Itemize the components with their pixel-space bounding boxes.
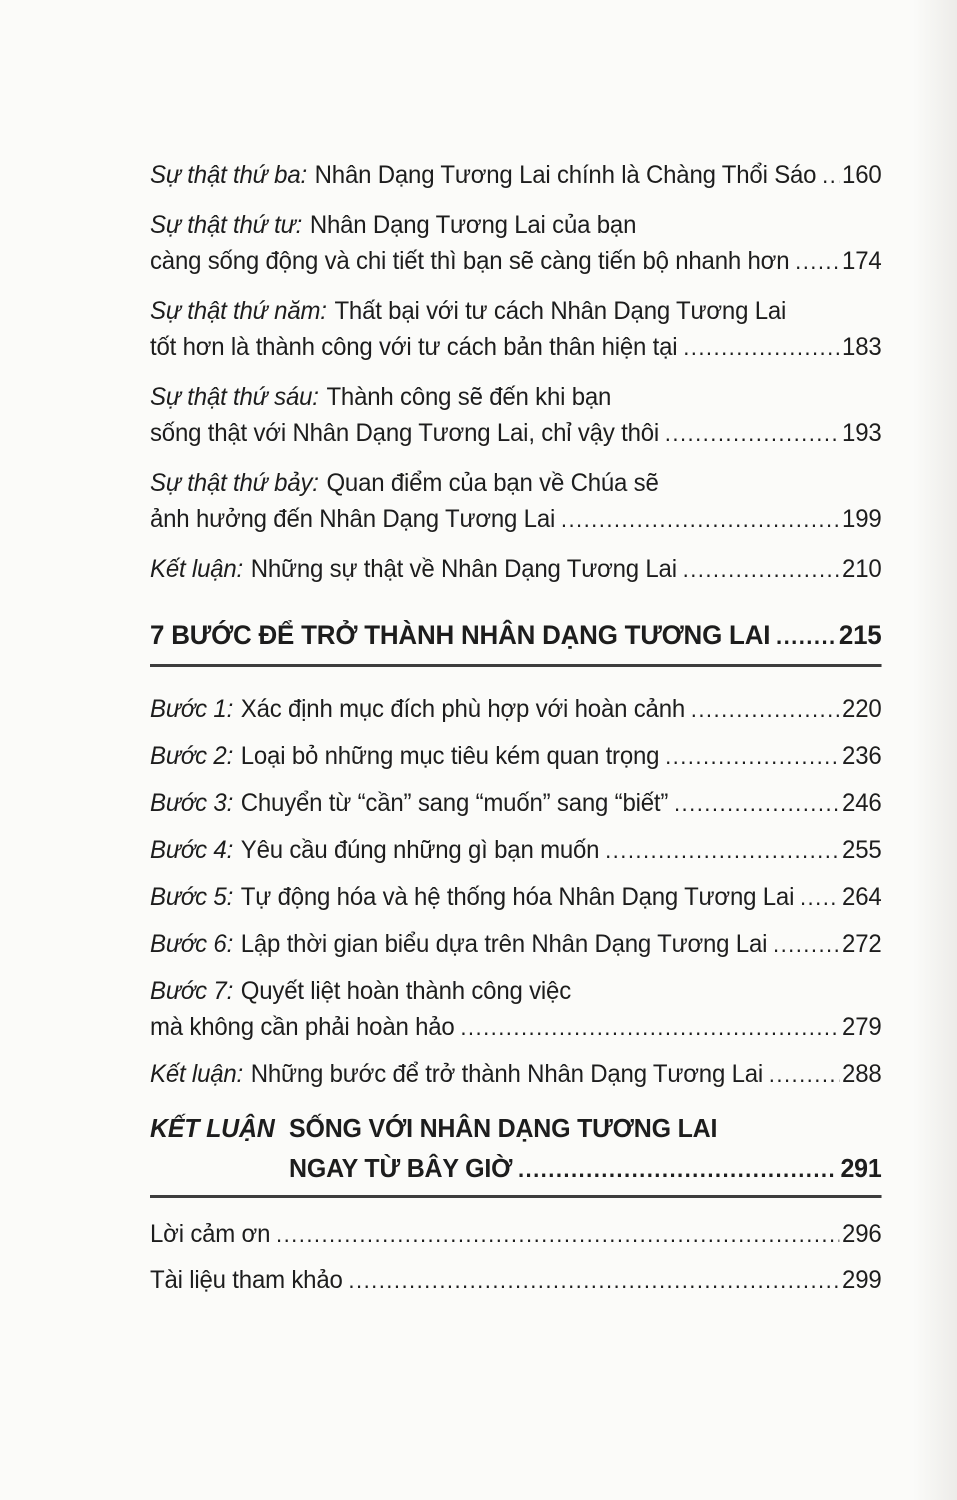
section-divider — [150, 1195, 882, 1198]
conclusion-label: KẾT LUẬN — [150, 1113, 275, 1143]
toc-entry — [150, 832, 882, 868]
entry-label: Sự thật thứ tư: — [150, 211, 303, 239]
dot-leader — [561, 501, 839, 537]
entry-label: Kết luận: — [150, 1060, 244, 1088]
toc-line — [150, 785, 882, 821]
dot-leader — [674, 785, 839, 821]
toc-page — [150, 157, 882, 1298]
page-number: 296 — [842, 1220, 882, 1248]
steps-section — [150, 691, 882, 1092]
page-number: 220 — [842, 695, 882, 723]
toc-entry — [150, 379, 882, 451]
toc-line — [150, 879, 882, 915]
toc-entry — [150, 465, 882, 537]
toc-line — [150, 243, 882, 279]
toc-line — [150, 738, 882, 774]
entry-text: Lời cảm ơn — [150, 1220, 271, 1248]
entry-label: Kết luận: — [150, 555, 244, 583]
conclusion-title-line1: SỐNG VỚI NHÂN DẠNG TƯƠNG LAI — [289, 1113, 718, 1143]
conclusion-title — [289, 1108, 881, 1189]
toc-entry — [150, 926, 882, 962]
page-number: 291 — [840, 1153, 882, 1183]
entry-text: Thất bại với tư cách Nhân Dạng Tương Lai — [334, 297, 787, 325]
page-number: 215 — [838, 620, 882, 650]
entry-text: Những bước để trở thành Nhân Dạng Tương Lai — [250, 1060, 764, 1088]
dot-leader — [691, 691, 839, 727]
toc-entry — [150, 785, 882, 821]
toc-line — [150, 1216, 882, 1252]
entry-text: Loại bỏ những mục tiêu kém quan trọng — [240, 742, 660, 770]
toc-line — [150, 926, 882, 962]
page-number: 288 — [842, 1060, 882, 1088]
entry-text: Lập thời gian biểu dựa trên Nhân Dạng Tương Lai — [240, 930, 768, 958]
toc-entry — [150, 738, 882, 774]
page-number: 210 — [842, 555, 882, 583]
entry-label: Sự thật thứ sáu: — [150, 383, 319, 411]
entry-label: Bước 2: — [150, 742, 234, 770]
dot-leader — [665, 738, 839, 774]
toc-line — [150, 973, 882, 1009]
conclusion-heading — [150, 1108, 882, 1189]
dot-leader — [769, 1056, 839, 1092]
dot-leader — [800, 879, 839, 915]
dot-leader — [460, 1009, 839, 1045]
entry-label: Bước 6: — [150, 930, 234, 958]
page-number: 255 — [842, 836, 882, 864]
dot-leader — [822, 157, 839, 193]
entry-text: ảnh hưởng đến Nhân Dạng Tương Lai — [150, 505, 556, 533]
toc-line — [150, 379, 882, 415]
entry-label: Sự thật thứ năm: — [150, 297, 327, 325]
page-number: 264 — [842, 883, 882, 911]
toc-line — [150, 501, 882, 537]
backmatter-section — [150, 1216, 882, 1298]
entry-text: Những sự thật về Nhân Dạng Tương Lai — [250, 555, 677, 583]
toc-line — [150, 207, 882, 243]
toc-line — [150, 415, 882, 451]
toc-entry — [150, 551, 882, 587]
dot-leader — [683, 551, 840, 587]
entry-text: Nhân Dạng Tương Lai chính là Chàng Thổi Sáo — [314, 161, 817, 189]
toc-line — [150, 691, 882, 727]
page-number: 174 — [842, 247, 882, 275]
dot-leader — [348, 1262, 839, 1298]
backmatter-entry — [150, 1216, 882, 1252]
entry-text: tốt hơn là thành công với tư cách bản thân hiện tại — [150, 333, 678, 361]
backmatter-entry — [150, 1262, 882, 1298]
entry-label: Sự thật thứ ba: — [150, 161, 307, 189]
dot-leader — [665, 415, 839, 451]
toc-line — [150, 615, 882, 656]
toc-entry — [150, 157, 882, 193]
dot-leader — [773, 926, 839, 962]
section-heading — [150, 615, 882, 667]
entry-text: Tự động hóa và hệ thống hóa Nhân Dạng Tương Lai — [240, 883, 795, 911]
toc-entry — [150, 207, 882, 279]
entry-label: Bước 3: — [150, 789, 234, 817]
toc-entry — [150, 293, 882, 365]
entry-text: Nhân Dạng Tương Lai của bạn — [309, 211, 637, 239]
page-number: 246 — [842, 789, 882, 817]
page-number: 236 — [842, 742, 882, 770]
entry-text: Xác định mục đích phù hợp với hoàn cảnh — [240, 695, 686, 723]
entry-text: Yêu cầu đúng những gì bạn muốn — [240, 836, 600, 864]
conclusion-title-line2: NGAY TỪ BÂY GIỜ — [289, 1153, 513, 1183]
toc-line — [150, 551, 882, 587]
entry-text: càng sống động và chi tiết thì bạn sẽ càng tiến bộ nhanh hơn — [150, 247, 790, 275]
toc-line — [150, 465, 882, 501]
toc-line — [289, 1148, 881, 1189]
entry-label: Bước 5: — [150, 883, 234, 911]
toc-entry — [150, 879, 882, 915]
entry-label: Sự thật thứ bảy: — [150, 469, 319, 497]
toc-line — [150, 293, 882, 329]
toc-line — [150, 832, 882, 868]
toc-entry — [150, 973, 882, 1045]
entry-label: Bước 7: — [150, 977, 234, 1005]
page-number: 272 — [842, 930, 882, 958]
toc-entry — [150, 691, 882, 727]
toc-line — [150, 1009, 882, 1045]
toc-line — [150, 329, 882, 365]
toc-line — [150, 157, 882, 193]
entry-text: Quyết liệt hoàn thành công việc — [240, 977, 572, 1005]
page-number: 199 — [842, 505, 882, 533]
toc-line — [289, 1108, 881, 1148]
entry-text: sống thật với Nhân Dạng Tương Lai, chỉ vậy thôi — [150, 419, 660, 447]
toc-line — [150, 1262, 882, 1298]
page-number: 183 — [842, 333, 882, 361]
dot-leader — [518, 1148, 838, 1189]
toc-entry — [150, 1056, 882, 1092]
entry-text: mà không cần phải hoàn hảo — [150, 1013, 455, 1041]
entry-text: Thành công sẽ đến khi bạn — [326, 383, 612, 411]
dot-leader — [605, 832, 839, 868]
truths-section — [150, 157, 882, 587]
page-number: 160 — [842, 161, 882, 189]
entry-text: Tài liệu tham khảo — [150, 1266, 343, 1294]
page-number: 193 — [842, 419, 882, 447]
page-number: 299 — [842, 1266, 882, 1294]
entry-label: Bước 1: — [150, 695, 234, 723]
heading-text: 7 BƯỚC ĐỂ TRỞ THÀNH NHÂN DẠNG TƯƠNG LAI — [150, 620, 771, 650]
toc-line — [150, 1056, 882, 1092]
dot-leader — [776, 615, 836, 656]
entry-label: Bước 4: — [150, 836, 234, 864]
dot-leader — [276, 1216, 839, 1252]
dot-leader — [683, 329, 839, 365]
entry-text: Chuyển từ “cần” sang “muốn” sang “biết” — [240, 789, 669, 817]
section-divider — [150, 664, 882, 667]
page-number: 279 — [842, 1013, 882, 1041]
dot-leader — [795, 243, 839, 279]
entry-text: Quan điểm của bạn về Chúa sẽ — [326, 469, 659, 497]
